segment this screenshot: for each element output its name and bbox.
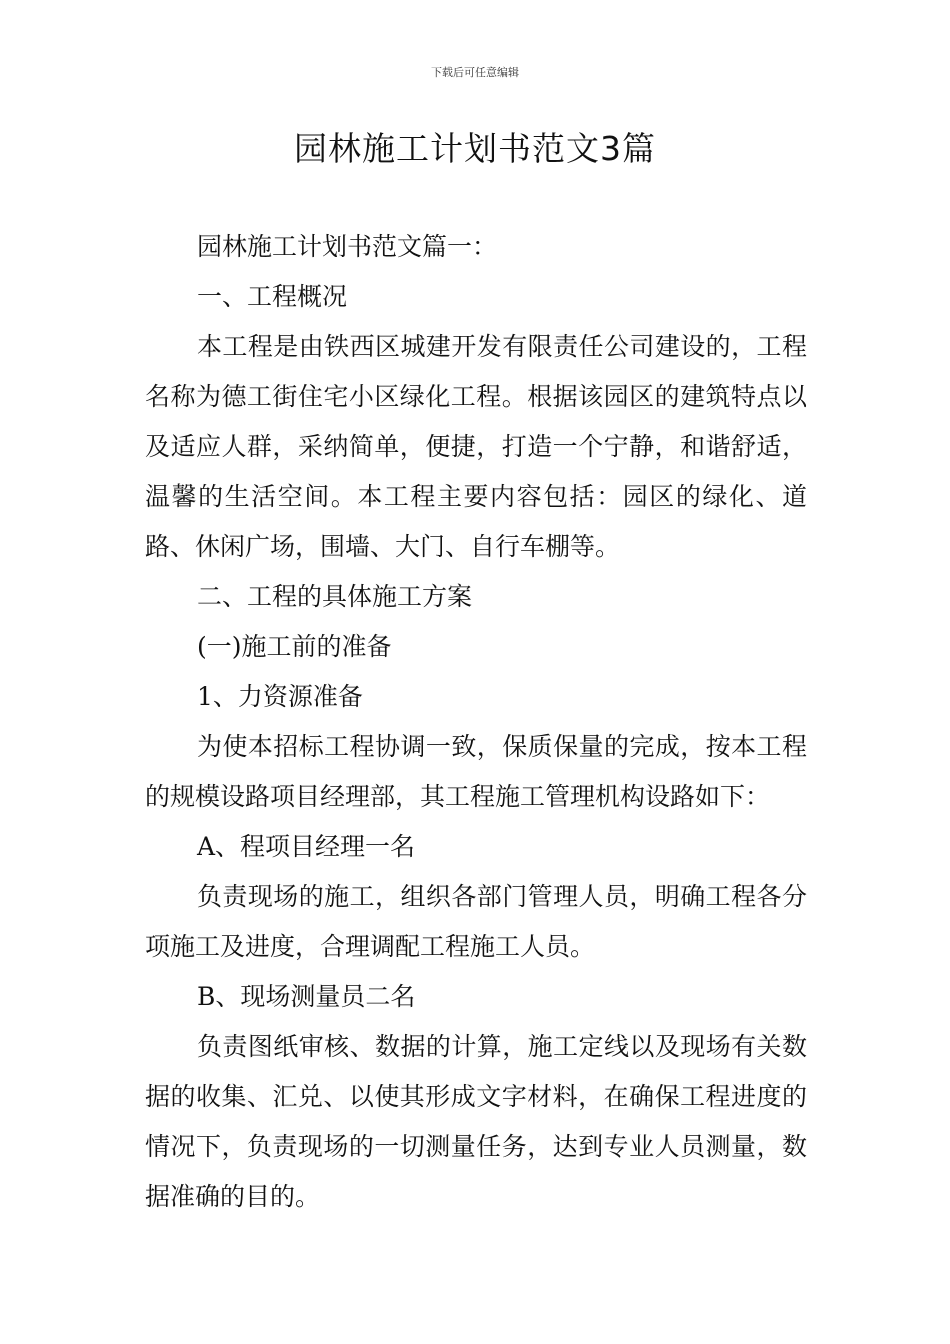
subsection-heading: 1、力资源准备 [197, 682, 363, 711]
body-paragraph: 负责现场的施工，组织各部门管理人员，明确工程各分项施工及进度，合理调配工程施工人员。 [145, 882, 807, 961]
document-body [145, 222, 807, 1222]
list-item-heading: B、现场测量员二名 [197, 982, 416, 1011]
section-heading: 一、工程概况 [197, 282, 348, 311]
document-title: 园林施工计划书范文3篇 [294, 129, 656, 168]
body-paragraph: 负责图纸审核、数据的计算，施工定线以及现场有关数据的收集、汇兑、以使其形成文字材料，在确保工程进度的情况下，负责现场的一切测量任务，达到专业人员测量，数据准确的目的。 [145, 1032, 807, 1211]
subsection-heading: (一)施工前的准备 [197, 632, 392, 661]
section-heading: 二、工程的具体施工方案 [197, 582, 473, 611]
body-paragraph: 本工程是由铁西区城建开发有限责任公司建设的，工程名称为德工街住宅小区绿化工程。根据该园区的建筑特点以及适应人群，采纳简单，便捷，打造一个宁静，和谐舒适，温馨的生活空间。本工程主要内容包括：园区的绿化、道路、休闲广场，围墙、大门、自行车棚等。 [145, 332, 807, 561]
list-item-heading: A、程项目经理一名 [197, 832, 416, 861]
section-heading: 园林施工计划书范文篇一： [197, 232, 498, 261]
body-paragraph: 为使本招标工程协调一致，保质保量的完成，按本工程的规模设路项目经理部，其工程施工管理机构设路如下： [145, 732, 807, 811]
page-header: 下载后可任意编辑 [431, 66, 519, 79]
